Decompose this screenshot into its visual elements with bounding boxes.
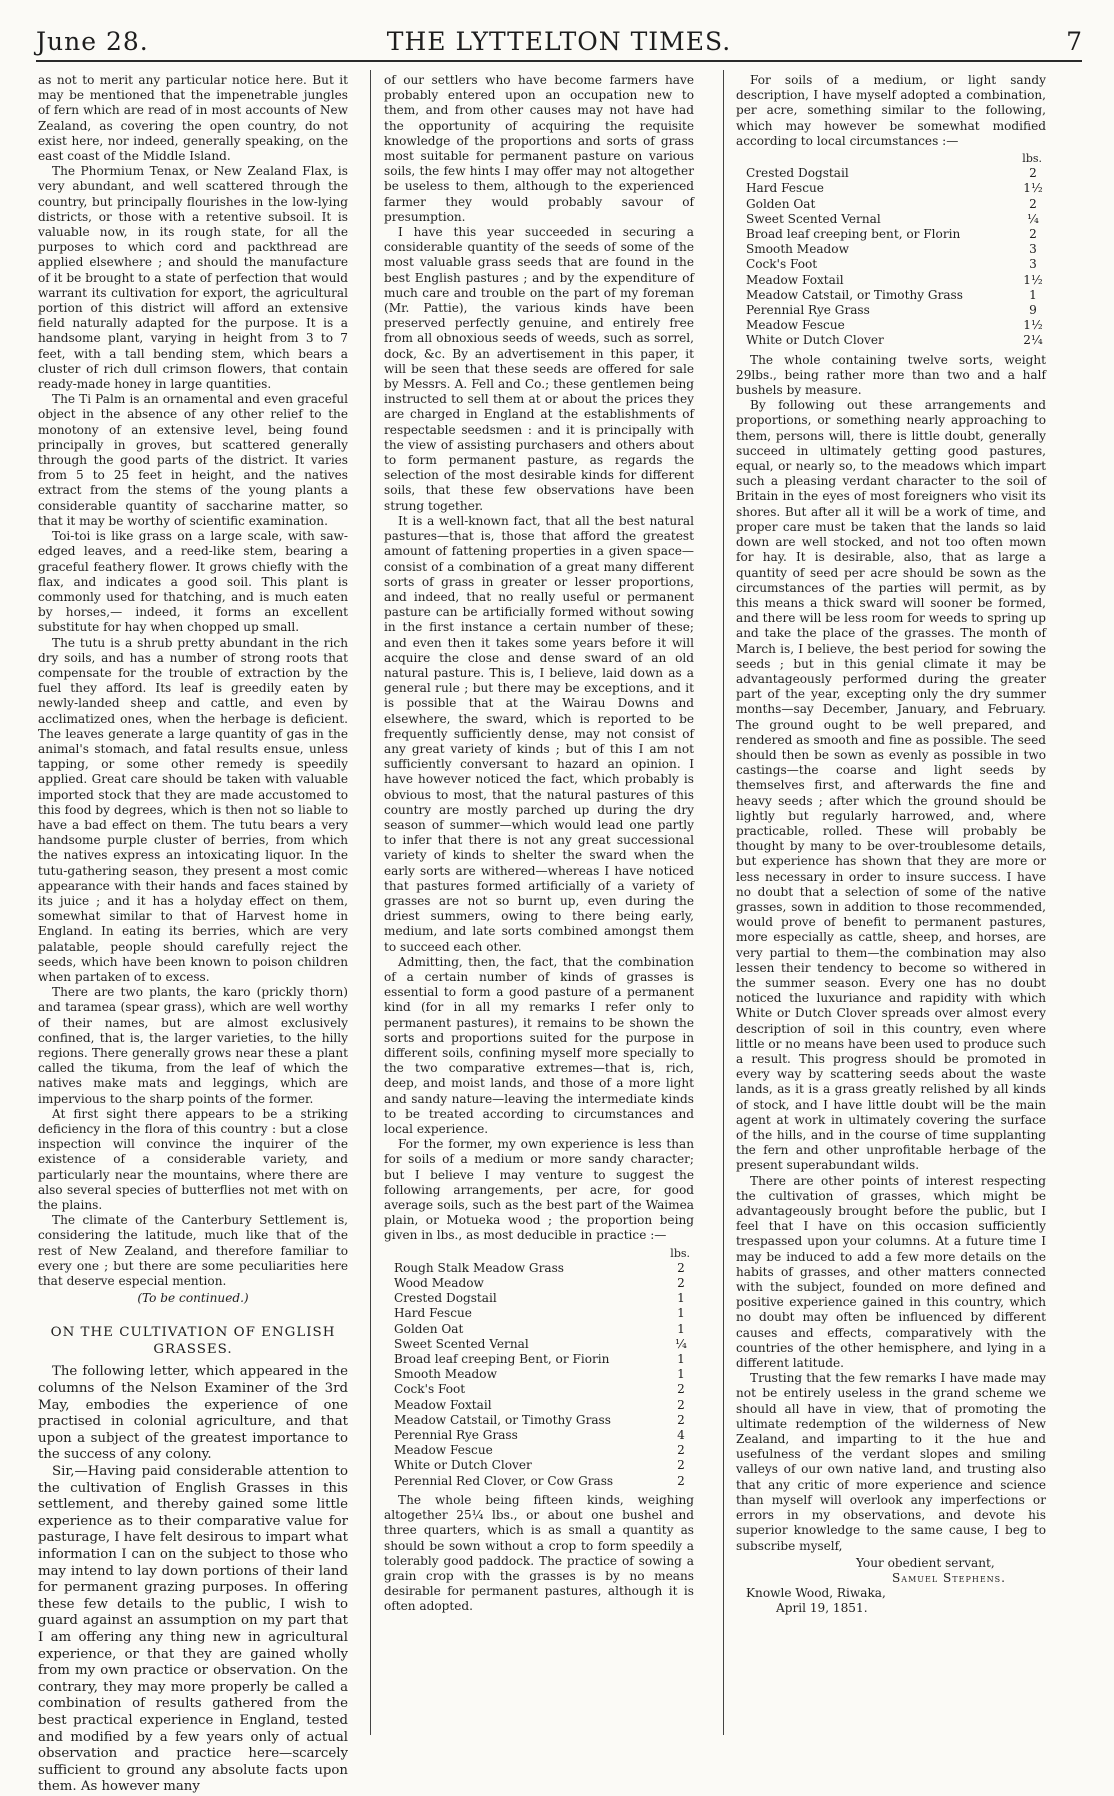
article-intro: The following letter, which appeared in the columns of the Nelson Examiner of the 3rd May, embodies the experience of one practised in colonial agriculture, and that upon a subject of the greatest importance to the success of any colony. [38,1364,348,1463]
table-row [736,227,1046,242]
paragraph: Toi-toi is like grass on a large scale, with saw-edged leaves, and a reed-like stem, bearing a graceful feathery flower. It grows chiefly with the flax, and indicates a good soil. This plant is commonly used for thatching, and is much eaten by horses,— indeed, it forms an excellent substitute for hay when chopped up small. [38,529,348,635]
grass-quantity: 1 [677,1306,685,1321]
letter-date: April 19, 1851. [776,1601,868,1616]
grass-quantity: 1½ [1023,272,1043,287]
grass-name: Broad leaf creeping Bent, or Fiorin [394,1352,610,1367]
grass-name: Golden Oat [746,196,816,211]
table-row [736,212,1046,227]
grass-name: Broad leaf creeping bent, or Florin [746,227,961,242]
grass-quantity: 1½ [1023,181,1043,196]
grass-name: White or Dutch Clover [394,1458,532,1473]
grass-name: Perennial Rye Grass [394,1428,518,1443]
table-row [384,1261,694,1276]
grass-name: Cock's Foot [394,1382,466,1397]
table-row [384,1291,694,1306]
grass-name: Hard Fescue [394,1306,472,1321]
grass-name: Rough Stalk Meadow Grass [394,1260,564,1275]
table-row [384,1367,694,1382]
grass-name: Wood Meadow [394,1276,484,1291]
to-be-continued: (To be continued.) [137,1291,249,1306]
table-row [736,303,1046,318]
table-row [384,1398,694,1413]
grass-name: Meadow Foxtail [394,1397,492,1412]
grass-name: Smooth Meadow [394,1367,497,1382]
table-row [736,181,1046,196]
closing: Your obedient servant, [856,1555,995,1570]
paragraph: For soils of a medium, or light sandy description, I have myself adopted a combination, per acre, something similar to the following, which may however be somewhat modified according to local circumstances :— [736,73,1046,148]
grass-quantity: 1½ [1023,318,1043,333]
grass-quantity: 1 [677,1367,685,1382]
table-row [384,1458,694,1473]
grass-quantity: 1 [677,1321,685,1336]
paragraph: The tutu is a shrub pretty abundant in the rich dry soils, and has a number of strong roots that compensate for the trouble of extraction by the fuel they afford. Its leaf is greedily eaten by newly-landed sheep and cattle, and even by acclimatized ones, when the herbage is deficient. The leaves generate a large quantity of gas in the animal's stomach, and fatal results ensue, unless tapping, or some other remedy is speedily applied. Great care should be taken with valuable imported stock that they are made accustomed to this food by degrees, which is then not so liable to have a bad effect on them. The tutu bears a very handsome purple cluster of berries, from which the natives express an intoxicating liquor. In the tutu-gathering season, they present a most comic appearance with their hands and faces stained by its juice ; and it has a holyday effect on them, somewhat similar to that of Harvest home in England. In eating its berries, which are very palatable, people should carefully reject the seeds, which have been known to poison children when partaken of to excess. [38,635,348,984]
table-row [736,288,1046,303]
grass-quantity: 2 [677,1443,685,1458]
paragraph: The Ti Palm is an ornamental and even graceful object in the absence of any other relief to the monotony of an extensive level, being found principally in groves, but scattered generally through the good parts of the district. It varies from 5 to 25 feet in height, and the natives extract from the stems of the young plants a considerable quantity of saccharine matter, so that it may be worthy of scientific examination. [38,392,348,528]
table-row [736,197,1046,212]
grass-quantity: 2 [677,1458,685,1473]
grass-quantity: 9 [1029,303,1037,318]
grass-quantity: 2 [677,1397,685,1412]
grass-name: Meadow Fescue [746,318,845,333]
table-unit: lbs. [670,1246,690,1260]
column-3 [736,73,1046,1738]
paragraph: as not to merit any particular notice here. But it may be mentioned that the impenetrable jungles of fern which are read of in most accounts of New Zealand, as covering the open country, do not exist here, nor indeed, generally speaking, on the east coast of the Middle Island. [38,73,348,164]
paragraph: The whole being fifteen kinds, weighing altogether 25¼ lbs., or about one bushel and three quarters, which is as small a quantity as should be sown without a crop to form speedily a tolerably good paddock. The practice of sowing a grain crop with the grasses is by no means desirable for permanent pastures, although it is often adopted. [384,1492,694,1614]
grass-quantity: 2 [677,1382,685,1397]
grass-quantity: 2 [677,1473,685,1488]
grass-name: Hard Fescue [746,181,824,196]
table-row [384,1352,694,1367]
table-row [384,1337,694,1352]
grass-quantity: 2 [677,1260,685,1275]
grass-name: Meadow Foxtail [746,272,844,287]
grass-quantity: 2 [677,1412,685,1427]
grass-quantity: ¼ [675,1336,687,1351]
grass-quantity: ¼ [1027,211,1039,226]
newspaper-title: THE LYTTELTON TIMES. [386,27,732,56]
column-rule [723,70,724,1735]
grass-name: Golden Oat [394,1321,464,1336]
table-unit: lbs. [1022,152,1042,166]
paragraph: For the former, my own experience is less than for soils of a medium or more sandy character; but I believe I may venture to suggest the following arrangements, per acre, for good average soils, such as the best part of the Waimea plain, or Motueka wood ; the proportion being given in lbs., as most deducible in practice :— [384,1137,694,1243]
grass-name: Smooth Meadow [746,242,849,257]
grass-quantity: 2 [1029,166,1037,181]
column-2 [384,73,694,1738]
grass-quantity: 4 [677,1428,685,1443]
article-heading: ON THE CULTIVATION OF ENGLISH GRASSES. [50,1325,336,1358]
grass-quantity: 2 [677,1276,685,1291]
table-row [384,1322,694,1337]
paragraph: The climate of the Canterbury Settlement is, considering the latitude, much like that of the rest of New Zealand, and therefore familiar to every one ; but there are some peculiarities here that deserve especial mention. [38,1213,348,1289]
author-place: Knowle Wood, Riwaka, [746,1586,886,1601]
grass-quantity: 2¼ [1023,333,1043,348]
grass-table-rich-soil [384,1246,694,1489]
grass-quantity: 3 [1029,242,1037,257]
table-row [736,318,1046,333]
grass-quantity: 1 [677,1291,685,1306]
table-row [736,257,1046,272]
table-row [384,1428,694,1443]
table-row [736,333,1046,348]
paragraph: The Phormium Tenax, or New Zealand Flax, is very abundant, and well scattered through the country, but principally flourishes in the low-lying districts, or those with a retentive subsoil. It is valuable now, in its rough state, for all the purposes to which cord and packthread are applied elsewhere ; and should the manufacture of it be brought to a state of perfection that would warrant its cultivation for export, the agricultural portion of this district will afford an extensive field naturally adapted for the purpose. It is a handsome plant, varying in height from 3 to 7 feet, with a tall bending stem, which bears a cluster of rich dull crimson flowers, that contain ready-made honey in large quantities. [38,164,348,392]
grass-name: Meadow Fescue [394,1443,493,1458]
page-number: 7 [1066,27,1082,56]
masthead [36,26,1082,62]
grass-name: Perennial Rye Grass [746,303,870,318]
grass-name: Crested Dogstail [746,166,849,181]
grass-quantity: 2 [1029,196,1037,211]
grass-table-light-soil [736,151,1046,349]
table-row [384,1276,694,1291]
paragraph: Trusting that the few remarks I have made may not be entirely useless in the grand scheme we should all have in view, that of promoting the ultimate redemption of the wilderness of New Zealand, and imparting to it the hue and usefulness of the verdant slopes and smiling valleys of our own native land, and trusting also that any critic of more experience and science than myself will overlook any imperfections or errors in my observations, and devote his superior knowledge to the same cause, I beg to subscribe myself, [736,1371,1046,1553]
author-name: Samuel Stephens. [892,1570,1006,1585]
table-row [736,242,1046,257]
table-row [736,273,1046,288]
table-row [384,1474,694,1489]
grass-name: Meadow Catstail, or Timothy Grass [746,287,963,302]
letter-paragraph: Sir,—Having paid considerable attention to the cultivation of English Grasses in this settlement, and thereby gained some little experience as to their comparative value for pasturage, I have felt desirous to impart what information I can on the subject to those who may intend to lay down portions of their land for permanent grazing purposes. In offering these few details to the public, I wish to guard against an assumption on my part that I am offering any thing new in agricultural experience, or that they are gained wholly from my own practice or observation. On the contrary, they may more properly be called a combination of results gathered from the best practical experience in England, tested and modified by a few years only of actual observation and practice here—scarcely sufficient to ground any absolute facts upon them. As however many [38,1464,348,1795]
grass-name: Sweet Scented Vernal [746,211,881,226]
signature-block [736,1556,1046,1617]
paragraph: Admitting, then, the fact, that the combination of a certain number of kinds of grasses is essential to form a good pasture of a permanent kind (for in all my remarks I refer only to permanent pastures), it remains to be shown the sorts and proportions suited for the purpose in different soils, confining myself more specially to the two comparative extremes—that is, rich, deep, and moist lands, and those of a more light and sandy nature—leaving the intermediate kinds to be treated according to circumstances and local experience. [384,954,694,1137]
grass-quantity: 2 [1029,227,1037,242]
table-row [384,1306,694,1321]
paragraph: It is a well-known fact, that all the best natural pastures—that is, those that afford the greatest amount of fattening properties in a given space—consist of a combination of a great many different sorts of grass in greater or lesser proportions, and indeed, that no really useful or permanent pasture can be artificially formed without sowing in the first instance a certain number of these; and even then it takes some years before it will acquire the close and dense sward of an old natural pasture. This is, I believe, laid down as a general rule ; but there may be exceptions, and it is possible that at the Wairau Downs and elsewhere, the sward, which is reported to be frequently sufficiently dense, may not consist of any great variety of kinds ; but of this I am not sufficiently conversant to hazard an opinion. I have however noticed the fact, which probably is obvious to most, that the natural pastures of this country are mostly parched up during the dry season of summer—which would lead one partly to infer that there is not any great successional variety of kinds to shelter the sward when the early sorts are withered—whereas I have noticed that pastures formed artificially of a variety of grasses are not so burnt up, even during the driest summers, owing to there being early, medium, and late sorts combined amongst them to succeed each other. [384,513,694,954]
paragraph: By following out these arrangements and proportions, or something nearly approaching to them, persons will, there is little doubt, generally succeed in ultimately getting good pastures, equal, or nearly so, to the meadows which impart such a pleasing verdant character to the soil of Britain in the eyes of most foreigners who visit its shores. But after all it will be a work of time, and proper care must be taken that the lands so laid down are well stocked, and not too often mown for hay. It is desirable, also, that as large a quantity of seed per acre should be sown as the circumstances of the parties will permit, as by this means a thick sward will sooner be formed, and there will be less room for weeds to spring up and take the place of the grasses. The month of March is, I believe, the best period for sowing the seeds ; but in this genial climate it may be advantageously performed during the greater part of the year, excepting only the dry summer months—say December, January, and February. The ground ought to be well prepared, and rendered as smooth and fine as possible. The seed should then be sown as evenly as possible in two castings—the coarse and light seeds by themselves first, and afterwards the fine and heavy seeds ; after which the ground should be lightly but regularly harrowed, and, where practicable, rolled. These will probably be thought by many to be over-troublesome details, but experience has shown that they are more or less necessary in order to insure success. I have no doubt that a selection of some of the native grasses, sown in addition to those recommended, would prove of benefit to permanent pastures, more especially as cattle, sheep, and horses, are very partial to them—the combination may also lessen their tendency to become so withered in the summer season. Every one has no doubt noticed the luxuriance and rapidity with which White or Dutch Clover spreads over almost every description of soil in this country, even where little or no means have been used to produce such a result. This progress should be promoted in every way by scattering seeds about the waste lands, as it is a grass greatly relished by all kinds of stock, and I have little doubt will be the main agent at work in ultimately covering the surface of the hills, and in the course of time supplanting the fern and other unprofitable herbage of the present superabundant wilds. [736,398,1046,1173]
grass-name: Perennial Red Clover, or Cow Grass [394,1473,614,1488]
grass-quantity: 1 [677,1352,685,1367]
column-1 [38,73,348,1795]
table-row [384,1443,694,1458]
table-row [736,166,1046,181]
paragraph: At first sight there appears to be a striking deficiency in the flora of this country : but a close inspection will convince the inquirer of the existence of a considerable variety, and particularly near the mountains, where there are also several species of butterflies not met with on the plains. [38,1106,348,1213]
paragraph: There are other points of interest respecting the cultivation of grasses, which might be advantageously brought before the public, but I feel that I have on this occasion sufficiently trespassed upon your columns. At a future time I may be induced to add a few more details on the habits of grasses, and other matters connected with the subject, founded on more defined and positive experience gained in this country, which no doubt may often be influenced by different causes and effects, comparatively with the countries of the other hemisphere, and lying in a different latitude. [736,1173,1046,1371]
table-row [384,1382,694,1397]
grass-name: White or Dutch Clover [746,333,884,348]
grass-quantity: 1 [1029,287,1037,302]
paragraph: of our settlers who have become farmers have probably entered upon an occupation new to them, and from other causes may not have had the opportunity of acquiring the requisite knowledge of the proportions and sorts of grass most suitable for permanent pasture on various soils, the few hints I may offer may not altogether be useless to them, although to the experienced farmer they would probably savour of presumption. [384,73,694,224]
grass-name: Meadow Catstail, or Timothy Grass [394,1412,611,1427]
paragraph: The whole containing twelve sorts, weight 29lbs., being rather more than two and a half bushels by measure. [736,352,1046,398]
grass-name: Crested Dogstail [394,1291,497,1306]
column-rule [370,70,371,1735]
grass-name: Cock's Foot [746,257,818,272]
table-row [384,1413,694,1428]
grass-quantity: 3 [1029,257,1037,272]
paragraph: I have this year succeeded in securing a considerable quantity of the seeds of some of the most valuable grass seeds that are found in the best English pastures ; and by the expenditure of much care and trouble on the part of my foreman (Mr. Pattie), the various kinds have been preserved perfectly genuine, and entirely free from all obnoxious seeds of weeds, such as sorrel, dock, &c. By an advertisement in this paper, it will be seen that these seeds are offered for sale by Messrs. A. Fell and Co.; these gentlemen being instructed to sell them at or about the prices they are charged in England at the establishments of respectable seedsmen : and it is principally with the view of assisting purchasers and others about to form permanent pasture, as regards the selection of the most desirable kinds for different soils, that these few observations have been strung together. [384,225,694,513]
issue-date: June 28. [36,27,149,56]
grass-name: Sweet Scented Vernal [394,1336,529,1351]
paragraph: There are two plants, the karo (prickly thorn) and taramea (spear grass), which are well worthy of their names, but are almost exclusively confined, that is, the larger varieties, to the hilly regions. There generally grows near these a plant called the tikuma, from the leaf of which the natives make mats and leggings, which are impervious to the sharp points of the former. [38,985,348,1106]
